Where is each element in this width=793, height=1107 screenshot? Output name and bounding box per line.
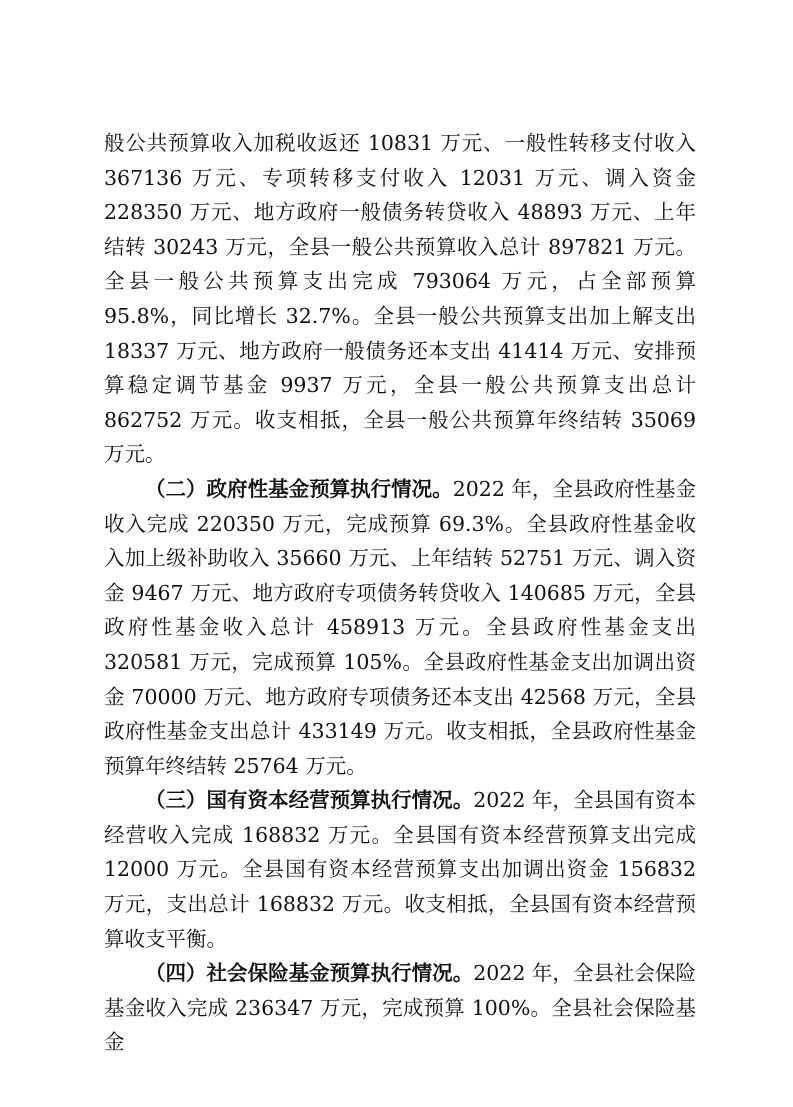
paragraph-body: 2022 年，全县政府性基金收入完成 220350 万元，完成预算 69.3%。全县政府性基金收入加上级补助收入 35660 万元、上年结转 52751 万元、调入资金 9467 万元、地方政府专项债务转贷收入 140685 万元，全县政府性基金收入总计 458913 万元。全县政府性基金支出 320581 万元，完成预算 105%。全县政府性基金支出加调出资金 70000 万元、地方政府专项债务还本支出 42568 万元，全县政府性基金支出总计 433149 万元。收支相抵，全县政府性基金预算年终结转 25764 万元。 xyxy=(104,476,697,778)
paragraph-general-budget-continued xyxy=(104,126,696,472)
section-heading-social-insurance: （四）社会保险基金预算执行情况。 xyxy=(145,961,474,986)
section-heading-state-capital: （三）国有资本经营预算执行情况。 xyxy=(145,788,474,813)
paragraph-state-capital-budget xyxy=(104,783,696,956)
paragraph-body: 2022 年，全县国有资本经营收入完成 168832 万元。全县国有资本经营预算支出完成 12000 万元。全县国有资本经营预算支出加调出资金 156832 万元，支出总计 168832 万元。收支相抵，全县国有资本经营预算收支平衡。 xyxy=(104,788,697,951)
paragraph-body: 般公共预算收入加税收返还 10831 万元、一般性转移支付收入 367136 万元、专项转移支付收入 12031 万元、调入资金 228350 万元、地方政府一般债务转贷收入 48893 万元、上年结转 30243 万元，全县一般公共预算收入总计 897821 万元。全县一般公共预算支出完成 793064 万元，占全部预算 95.8%，同比增长 32.7%。全县一般公共预算支出加上解支出 18337 万元、地方政府一般债务还本支出 41414 万元、安排预算稳定调节基金 9937 万元，全县一般公共预算支出总计 862752 万元。收支相抵，全县一般公共预算年终结转 35069 万元。 xyxy=(104,131,696,467)
paragraph-body: 2022 年，全县社会保险基金收入完成 236347 万元，完成预算 100%。全县社会保险基金 xyxy=(104,961,697,1055)
paragraph-government-fund-budget xyxy=(104,472,696,783)
paragraph-social-insurance-budget xyxy=(104,956,696,1060)
document-page xyxy=(104,126,696,1060)
section-heading-government-fund: （二）政府性基金预算执行情况。 xyxy=(145,476,453,501)
